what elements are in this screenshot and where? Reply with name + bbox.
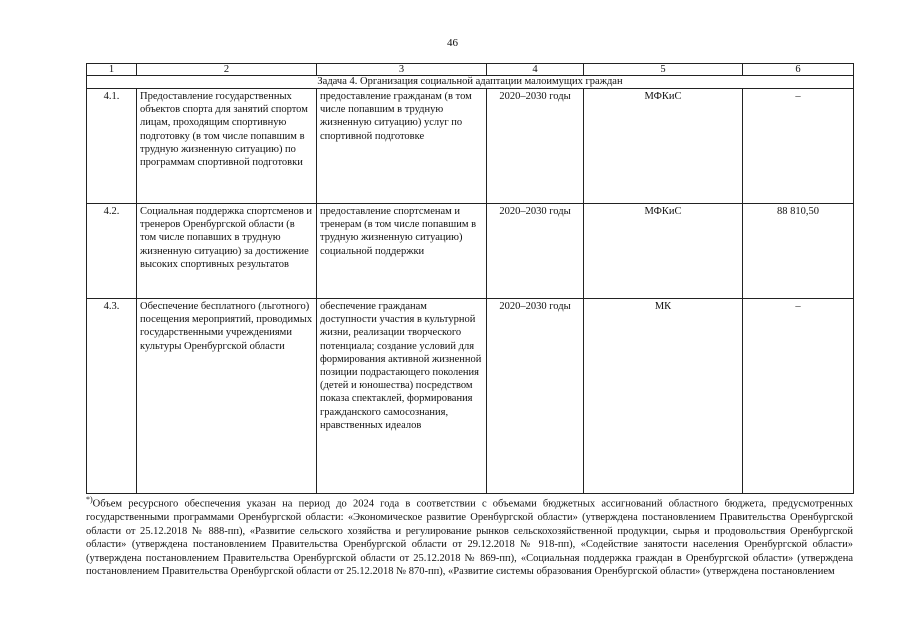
result-cell: обеспечение гражданам доступности участия в культурной жизни, реализации творческого потенциала; создание условий для формирования активной жизненной позиции подрастающего поколения (детей и юношества) посредством показа спектаклей, формирования гражданского самосознания, нравственных идеалов (317, 299, 487, 494)
event-cell: Социальная поддержка спортсменов и тренеров Оренбургской области (в том числе попавших в трудную жизненную ситуацию) за достижение высоких спортивных результатов (137, 204, 317, 299)
row-number: 4.1. (87, 89, 137, 204)
header-cell: 3 (317, 64, 487, 76)
header-row (87, 64, 854, 76)
header-cell: 6 (743, 64, 854, 76)
task-title: Задача 4. Организация социальной адаптации малоимущих граждан (87, 76, 854, 89)
executor-cell: МК (584, 299, 743, 494)
header-cell: 2 (137, 64, 317, 76)
result-cell: предоставление спортсменам и тренерам (в том числе попавшим в трудную жизненную ситуацию) социальной поддержки (317, 204, 487, 299)
executor-cell: МФКиС (584, 89, 743, 204)
period-cell: 2020–2030 годы (487, 299, 584, 494)
header-cell: 4 (487, 64, 584, 76)
executor-cell: МФКиС (584, 204, 743, 299)
row-number: 4.3. (87, 299, 137, 494)
result-cell: предоставление гражданам (в том числе попавшим в трудную жизненную ситуацию) услуг по спортивной подготовке (317, 89, 487, 204)
amount-cell: – (743, 299, 854, 494)
table-row (87, 299, 854, 494)
table-row (87, 204, 854, 299)
task-row (87, 76, 854, 89)
header-cell: 5 (584, 64, 743, 76)
event-cell: Обеспечение бесплатного (льготного) посещения мероприятий, проводимых государственными учреждениями культуры Оренбургской области (137, 299, 317, 494)
period-cell: 2020–2030 годы (487, 89, 584, 204)
header-cell: 1 (87, 64, 137, 76)
row-number: 4.2. (87, 204, 137, 299)
amount-cell: 88 810,50 (743, 204, 854, 299)
period-cell: 2020–2030 годы (487, 204, 584, 299)
footnote-text: Объем ресурсного обеспечения указан на период до 2024 года в соответствии с объемами бюджетных ассигнований областного бюджета, предусмотренных государственными программами Оренбургской области: «Экономическое развитие Оренбургской области» (утверждена постановлением Правительства Оренбургской области от 25.12.2018 № 888-пп), «Развитие сельского хозяйства и регулирование рынков сельскохозяйственной продукции, сырья и продовольствия Оренбургской области» (утверждена постановлением Правительства Оренбургской области от 29.12.2018 № 918-пп), «Содействие занятости населения Оренбургской области» (утверждена постановлением Правительства Оренбургской области от 25.12.2018 № 869-пп), «Социальная поддержка граждан в Оренбургской области» (утверждена постановлением Правительства Оренбургской области от 25.12.2018 № 870-пп), «Развитие системы образования Оренбургской области» (утверждена постановлением (86, 498, 853, 578)
footnote-marker: *) (86, 495, 93, 504)
footnote (86, 493, 853, 579)
page-number: 46 (447, 37, 458, 49)
table-row (87, 89, 854, 204)
event-cell: Предоставление государственных объектов спорта для занятий спортом лицам, проходящим спортивную подготовку (в том числе попавшим в трудную жизненную ситуацию) по программам спортивной подготовки (137, 89, 317, 204)
amount-cell: – (743, 89, 854, 204)
program-table (86, 63, 854, 494)
